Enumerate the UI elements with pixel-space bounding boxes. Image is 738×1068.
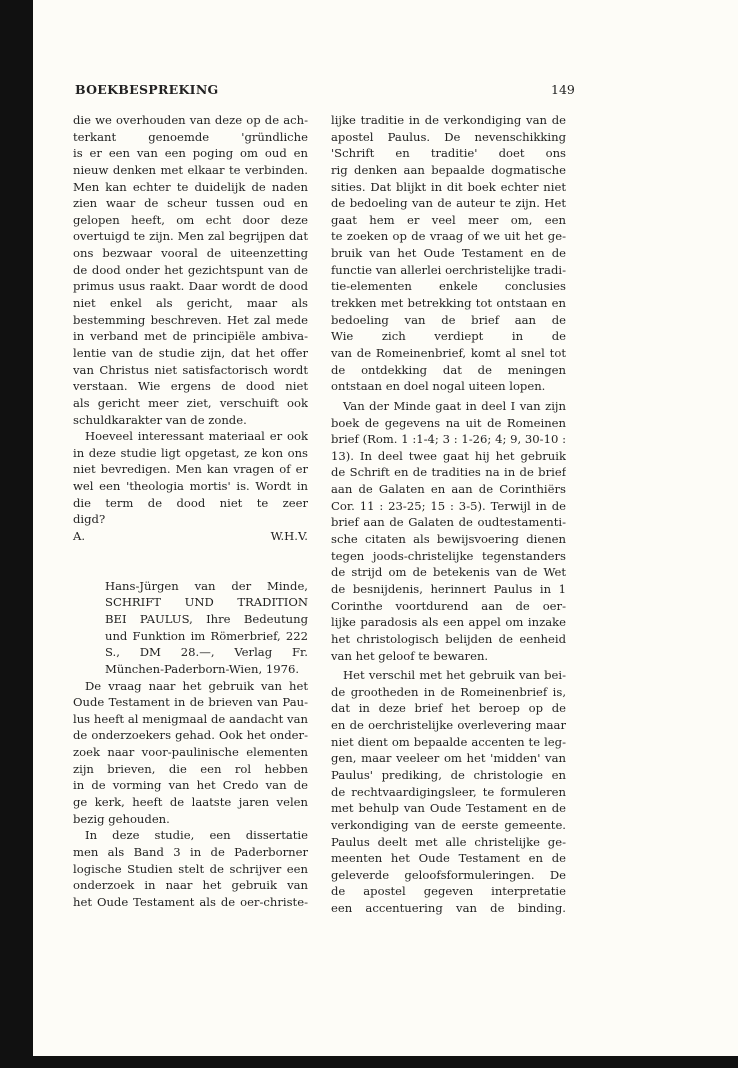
- text-line: digd?: [73, 512, 106, 527]
- text-line: Het verschil met het gebruik van bei-: [343, 668, 566, 683]
- text-line: lentie van de studie zijn, dat het offer: [73, 345, 308, 360]
- text-line: de ontdekking dat de meningen: [331, 362, 566, 377]
- text-line: onderzoek in naar het gebruik van: [73, 878, 308, 893]
- text-line: Cor. 11 : 23-25; 15 : 3-5). Terwijl in de: [331, 498, 566, 513]
- text-line: de bedoeling van de auteur te zijn. Het: [331, 196, 566, 211]
- text-line: verkondiging van de eerste gemeente.: [331, 817, 566, 832]
- text-line: logische Studien stelt de schrijver een: [73, 861, 308, 876]
- text-line: Paulus' prediking, de christologie en: [331, 767, 566, 782]
- text-line: zien waar de scheur tussen oud en: [73, 196, 308, 211]
- text-line: dat in deze brief het beroep op de: [331, 701, 566, 716]
- text-line: niet dient om bepaalde accenten te leg-: [331, 734, 566, 749]
- text-line: niet bevredigen. Men kan vragen of er: [73, 462, 308, 477]
- text-line: verstaan. Wie ergens de dood niet: [73, 379, 308, 394]
- text-line: de grootheden in de Romeinenbrief is,: [331, 684, 566, 699]
- page-number: 149: [551, 82, 575, 97]
- reference-line: München-Paderborn-Wien, 1976.: [105, 661, 300, 676]
- text-line: tegen joods-christelijke tegenstanders: [331, 548, 566, 563]
- review-signature: [73, 528, 308, 545]
- text-line: aan de Galaten en aan de Corinthiërs: [331, 482, 566, 497]
- text-line: lijke traditie in de verkondiging van de: [331, 113, 566, 127]
- text-line: bestemming beschreven. Het zal mede: [73, 312, 308, 327]
- text-line: lus heeft al menigmaal de aandacht van: [73, 711, 308, 726]
- left-paragraph-1: [73, 112, 308, 428]
- text-line: gelopen heeft, om echt door deze: [73, 212, 308, 227]
- text-line: het Oude Testament als de oer-christe-: [73, 894, 308, 909]
- text-line: de onderzoekers gehad. Ook het onder-: [73, 728, 308, 743]
- left-column: [73, 112, 308, 910]
- right-paragraph-1: [331, 112, 566, 395]
- text-line: men als Band 3 in de Paderborner: [73, 844, 308, 859]
- text-line: apostel Paulus. De nevenschikking: [331, 129, 566, 144]
- text-line: in de vorming van het Credo van de: [73, 778, 308, 793]
- reference-line: Hans-Jürgen van der Minde,: [105, 578, 308, 593]
- reference-line: und Funktion im Römerbrief, 222: [105, 628, 308, 643]
- text-line: brief (Rom. 1 :1-4; 3 : 1-26; 4; 9, 30-10 :: [331, 432, 566, 447]
- text-line: ge kerk, heeft de laatste jaren velen: [73, 794, 308, 809]
- text-line: Corinthe voortdurend aan de oer-: [331, 598, 566, 613]
- section-gap: [73, 545, 308, 578]
- scan-border-bottom: [0, 1056, 738, 1068]
- reference-line: BEI PAULUS, Ihre Bedeutung: [105, 611, 308, 626]
- text-line: boek de gegevens na uit de Romeinen: [331, 415, 566, 430]
- scan-border-left: [0, 0, 33, 1068]
- text-line: een accentuering van de binding.: [331, 901, 566, 916]
- text-line: zijn brieven, die een rol hebben: [73, 761, 308, 776]
- text-line: De vraag naar het gebruik van het: [85, 678, 308, 693]
- text-line: tie-elementen enkele conclusies: [331, 279, 566, 294]
- text-line: 'Schrift en traditie' doet ons: [331, 146, 566, 161]
- text-line: met behulp van Oude Testament en de: [331, 801, 566, 816]
- text-line: en de oerchristelijke overlevering maar: [331, 718, 566, 733]
- text-line: Men kan echter te duidelijk de naden: [73, 179, 308, 194]
- right-column: [331, 112, 566, 917]
- text-line: ontstaan en doel nogal uiteen lopen.: [331, 379, 546, 394]
- text-line: van Christus niet satisfactorisch wordt: [73, 362, 308, 377]
- text-line: lijke paradosis als een appel om inzake: [331, 615, 566, 630]
- text-line: die we overhouden van deze op de ach-: [73, 113, 308, 127]
- text-line: bedoeling van de brief aan de: [331, 312, 566, 327]
- text-line: wel een 'theologia mortis' is. Wordt in: [73, 479, 308, 494]
- left-paragraph-2: [73, 428, 308, 528]
- text-line: de Schrift en de tradities na in de brief: [331, 465, 566, 480]
- text-line: trekken met betrekking tot ontstaan en: [331, 296, 566, 311]
- text-line: in verband met de principiële ambiva-: [73, 329, 308, 344]
- text-line: nieuw denken met elkaar te verbinden.: [73, 162, 308, 177]
- text-line: 13). In deel twee gaat hij het gebruik: [331, 448, 566, 463]
- text-line: bruik van het Oude Testament en de: [331, 246, 566, 261]
- text-line: van het geloof te bewaren.: [331, 648, 489, 663]
- text-line: brief aan de Galaten de oudtestamenti-: [331, 515, 566, 530]
- text-line: Paulus deelt met alle christelijke ge-: [331, 834, 566, 849]
- text-line: de rechtvaardigingsleer, te formuleren: [331, 784, 566, 799]
- text-line: van de Romeinenbrief, komt al snel tot: [331, 345, 566, 360]
- text-line: ons bezwaar vooral de uiteenzetting: [73, 246, 308, 261]
- text-line: primus usus raakt. Daar wordt de dood: [73, 279, 308, 294]
- text-line: die term de dood niet te zeer: [73, 495, 308, 510]
- text-line: de besnijdenis, herinnert Paulus in 1: [331, 581, 566, 596]
- right-paragraph-3: [331, 667, 566, 917]
- left-paragraph-4: [73, 827, 308, 910]
- signature-initial: A.: [73, 529, 86, 544]
- left-paragraph-3: [73, 678, 308, 828]
- text-line: schuldkarakter van de zonde.: [73, 412, 247, 427]
- text-line: rig denken aan bepaalde dogmatische: [331, 162, 566, 177]
- running-header-title: BOEKBESPREKING: [75, 82, 219, 97]
- text-line: het christologisch belijden de eenheid: [331, 631, 566, 646]
- text-line: te zoeken op de vraag of we uit het ge-: [331, 229, 566, 244]
- text-line: niet enkel als gericht, maar als: [73, 296, 308, 311]
- text-line: functie van allerlei oerchristelijke tradi-: [331, 262, 566, 277]
- text-line: de apostel gegeven interpretatie: [331, 884, 566, 899]
- text-line: bezig gehouden.: [73, 811, 170, 826]
- reference-line: S., DM 28.—, Verlag Fr.: [105, 645, 308, 660]
- text-line: gen, maar veeleer om het 'midden' van: [331, 751, 566, 766]
- text-line: In deze studie, een dissertatie: [85, 828, 308, 843]
- text-line: zoek naar voor-paulinische elementen: [73, 745, 308, 760]
- text-line: sche citaten als bewijsvoering dienen: [331, 532, 566, 547]
- text-line: geleverde geloofsformuleringen. De: [331, 867, 566, 882]
- text-line: sities. Dat blijkt in dit boek echter niet: [331, 179, 566, 194]
- right-paragraph-2: [331, 398, 566, 664]
- text-line: Hoeveel interessant materiaal er ook: [85, 429, 308, 444]
- text-line: als gericht meer ziet, verschuift ook: [73, 395, 308, 410]
- text-line: in deze studie ligt opgetast, ze kon ons: [73, 445, 308, 460]
- text-line: terkant genoemde 'gründliche: [73, 129, 308, 144]
- book-page: [33, 0, 738, 1056]
- text-line: overtuigd te zijn. Men zal begrijpen dat: [73, 229, 308, 244]
- text-line: de dood onder het gezichtspunt van de: [73, 262, 308, 277]
- text-line: gaat hem er veel meer om, een: [331, 212, 566, 227]
- text-line: meenten het Oude Testament en de: [331, 851, 566, 866]
- book-reference: [105, 578, 308, 678]
- signature-author: W.H.V.: [270, 529, 308, 544]
- text-line: Oude Testament in de brieven van Pau-: [73, 695, 308, 710]
- text-line: Wie zich verdiept in de: [331, 329, 566, 344]
- reference-line: SCHRIFT UND TRADITION: [105, 595, 308, 610]
- text-line: de strijd om de betekenis van de Wet: [331, 565, 566, 580]
- text-line: is er een van een poging om oud en: [73, 146, 308, 161]
- text-line: Van der Minde gaat in deel I van zijn: [343, 398, 566, 413]
